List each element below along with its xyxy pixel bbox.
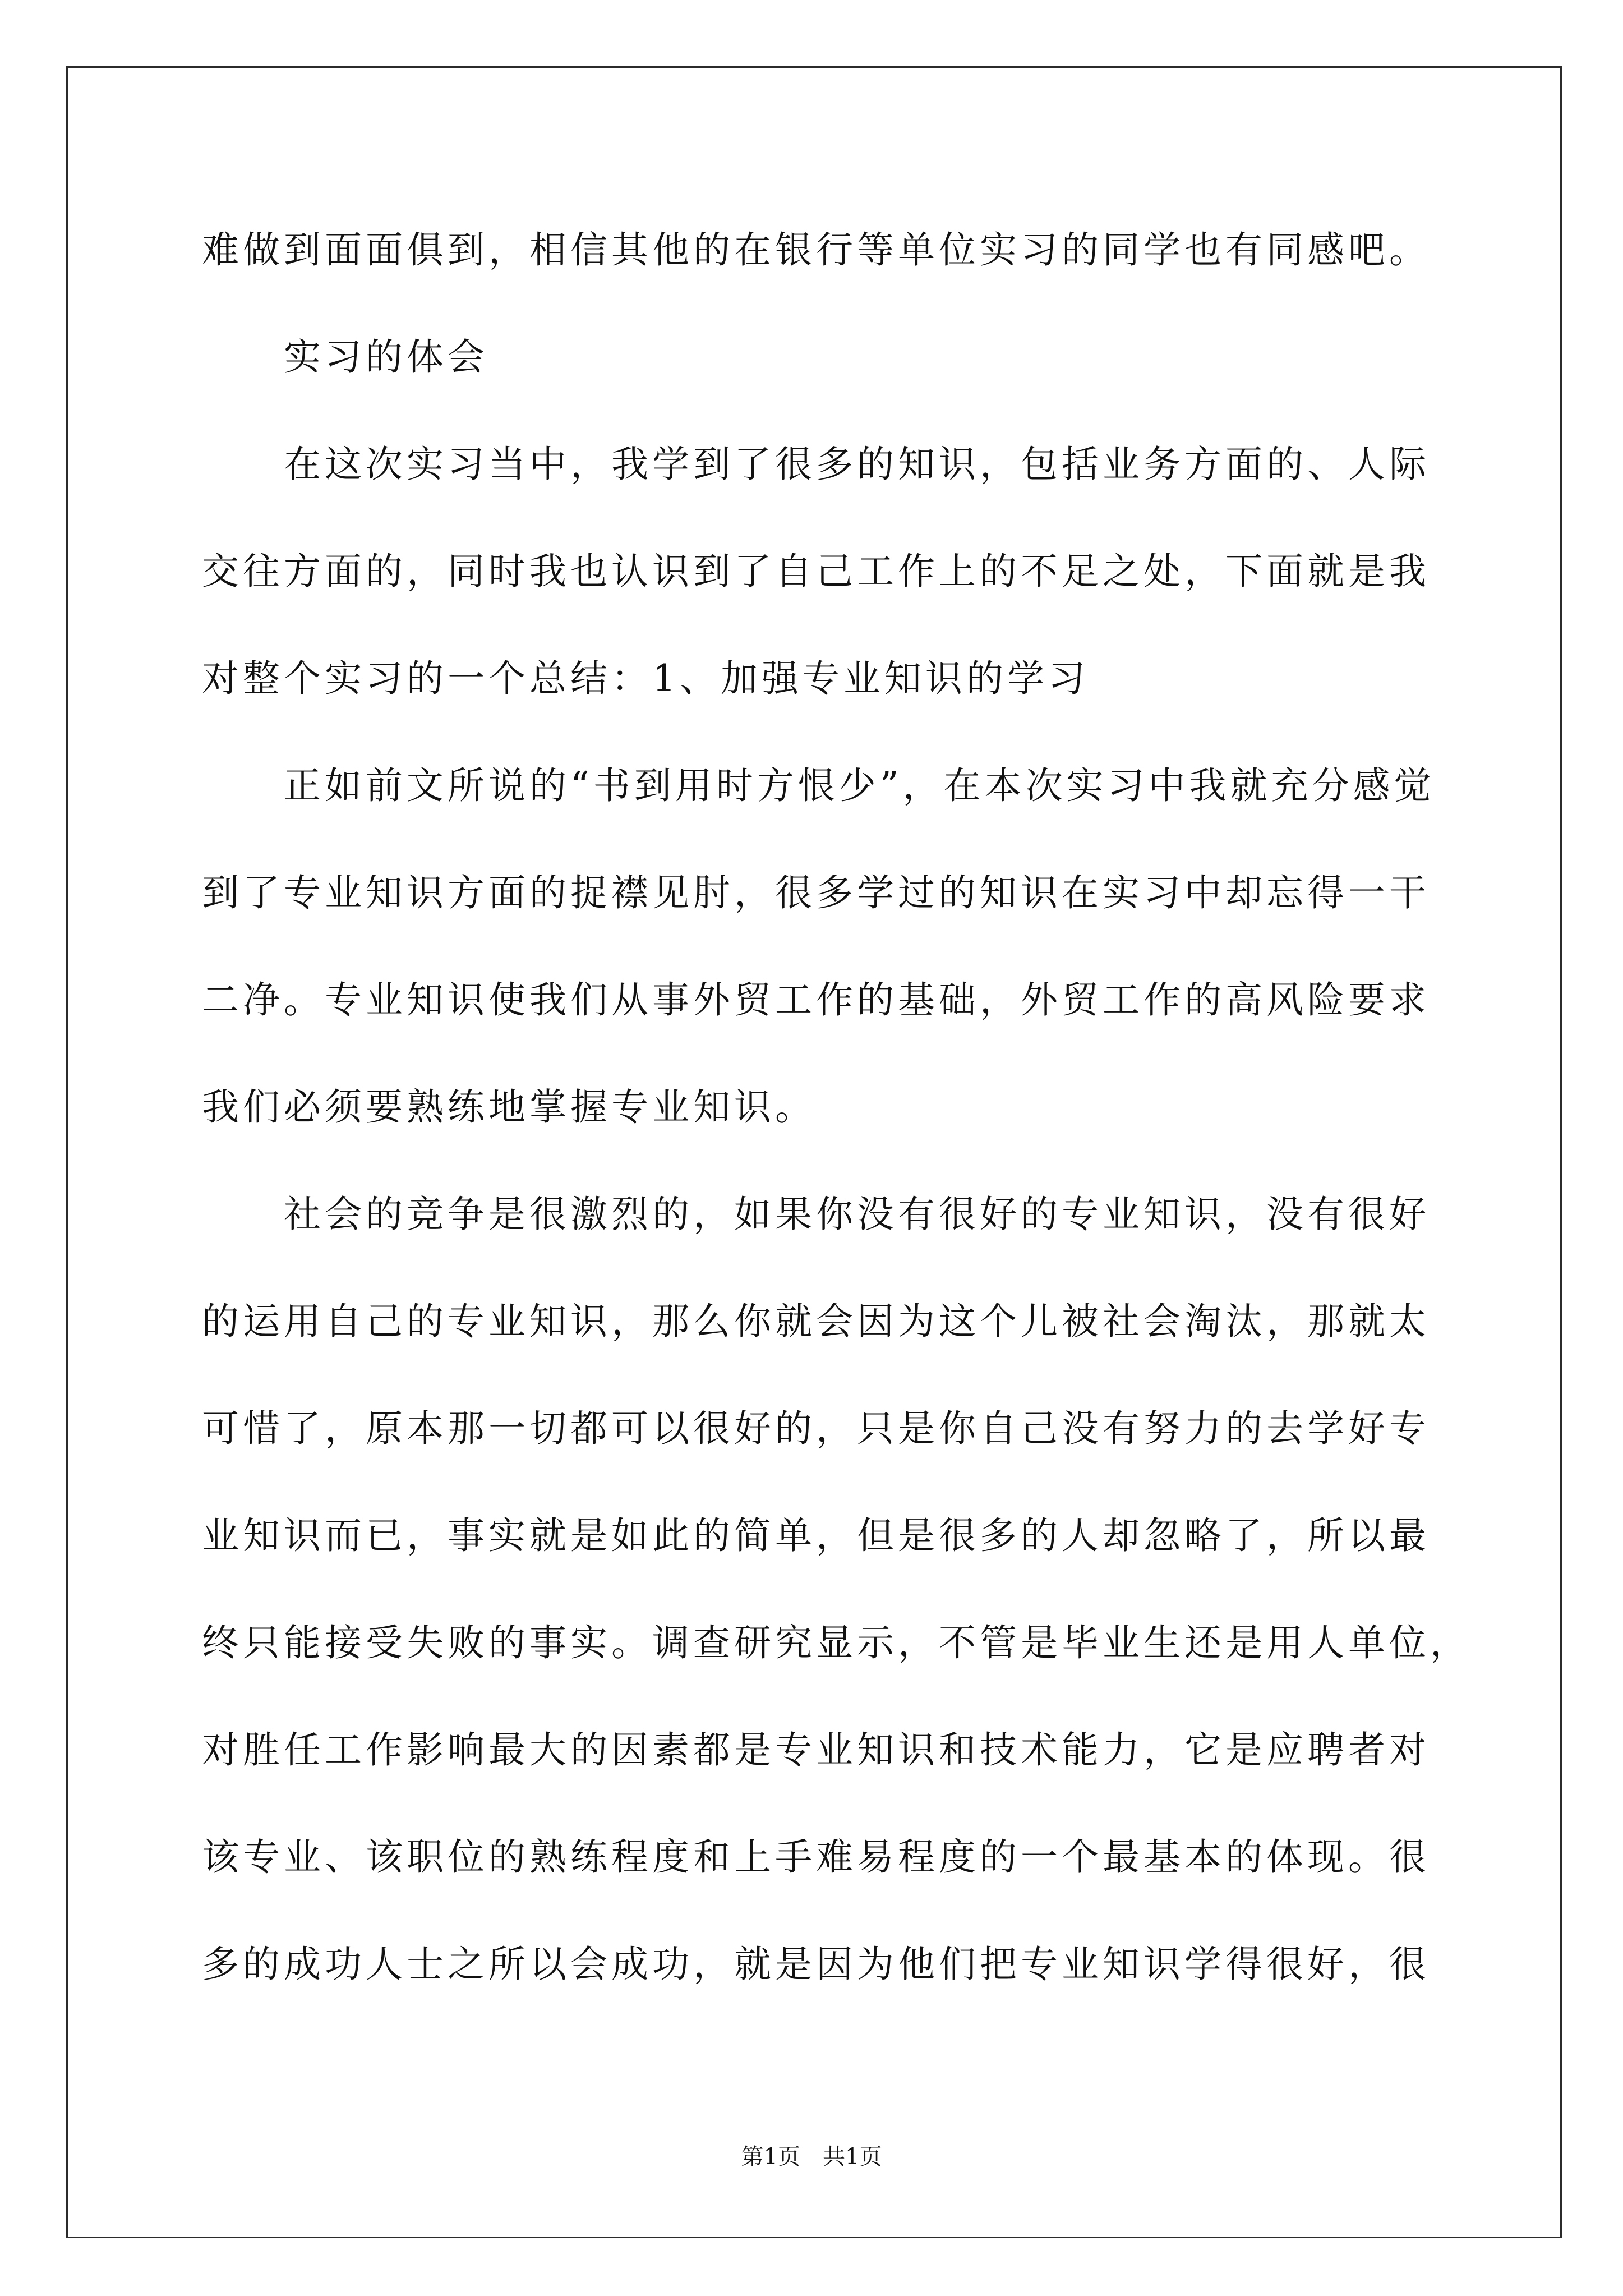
page-footer — [0, 2143, 1623, 2171]
paragraph — [202, 411, 1492, 732]
text-line: 交往方面的，同时我也认识到了自己工作上的不足之处，下面就是我 — [202, 550, 1430, 593]
text-line: 社会的竞争是很激烈的，如果你没有很好的专业知识，没有很好 — [284, 1193, 1430, 1236]
section-heading — [202, 303, 1492, 411]
text-line: 对胜任工作影响最大的因素都是专业知识和技术能力，它是应聘者对 — [202, 1728, 1430, 1772]
paragraph — [202, 1161, 1492, 2018]
text-line: 终只能接受失败的事实。调查研究显示，不管是毕业生还是用人单位， — [202, 1621, 1471, 1664]
text-line: 业知识而已，事实就是如此的简单，但是很多的人却忽略了，所以最 — [202, 1514, 1430, 1557]
text-line: 在这次实习当中，我学到了很多的知识，包括业务方面的、人际 — [284, 443, 1430, 486]
paragraph-continuation — [202, 196, 1492, 303]
paragraph — [202, 732, 1492, 1161]
text-line: 我们必须要熟练地掌握专业知识。 — [202, 1085, 816, 1129]
text-line: 对整个实习的一个总结：1、加强专业知识的学习 — [202, 657, 1089, 700]
text-line: 可惜了，原本那一切都可以很好的，只是你自己没有努力的去学好专 — [202, 1407, 1430, 1450]
total-pages: 共1页 — [823, 2144, 882, 2170]
text-line: 该专业、该职位的熟练程度和上手难易程度的一个最基本的体现。很 — [202, 1835, 1430, 1879]
text-line: 正如前文所说的“书到用时方恨少”，在本次实习中我就充分感觉 — [284, 764, 1435, 807]
text-line: 二净。专业知识使我们从事外贸工作的基础，外贸工作的高风险要求 — [202, 978, 1430, 1022]
heading-line: 实习的体会 — [284, 335, 488, 379]
text-line: 到了专业知识方面的捉襟见肘，很多学过的知识在实习中却忘得一干 — [202, 871, 1430, 914]
document-body — [202, 196, 1492, 2018]
current-page-number: 第1页 — [741, 2144, 800, 2170]
text-line: 的运用自己的专业知识，那么你就会因为这个儿被社会淘汰，那就太 — [202, 1300, 1430, 1343]
text-line: 难做到面面俱到，相信其他的在银行等单位实习的同学也有同感吧。 — [202, 228, 1430, 272]
text-line: 多的成功人士之所以会成功，就是因为他们把专业知识学得很好，很 — [202, 1943, 1430, 1986]
